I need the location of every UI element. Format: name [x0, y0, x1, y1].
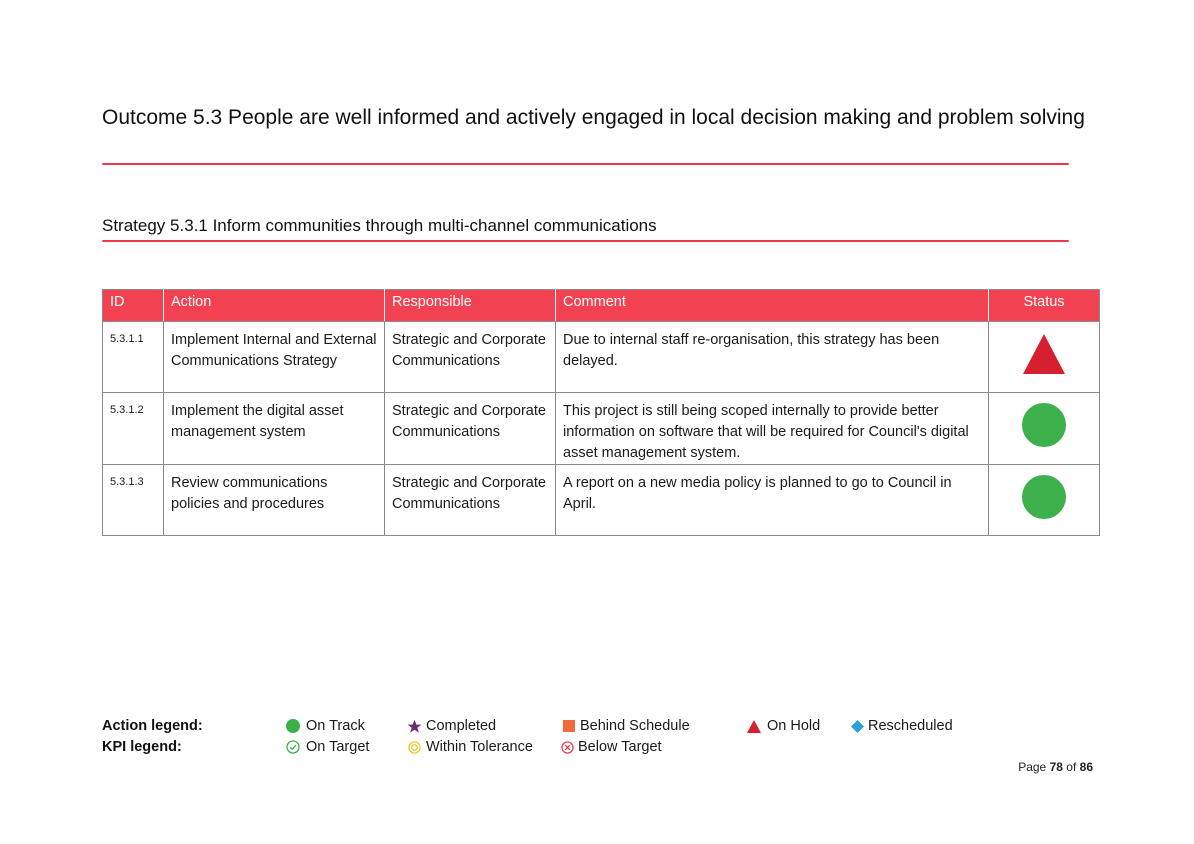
page-number: Page 78 of 86: [1018, 760, 1093, 774]
header-status: Status: [989, 290, 1100, 322]
action-legend-title: Action legend:: [102, 718, 203, 734]
legend-on-track: On Track: [286, 718, 365, 734]
header-responsible: Responsible: [385, 290, 556, 322]
legend-rescheduled: Rescheduled: [851, 718, 953, 734]
legend-on-hold: On Hold: [747, 718, 820, 734]
outcome-underline: [102, 163, 1069, 165]
kpi-legend-title: KPI legend:: [102, 739, 182, 755]
legend-completed: Completed: [407, 718, 496, 734]
orange-square-icon: [563, 720, 575, 732]
red-triangle-icon: [747, 720, 761, 733]
row-action: Implement the digital asset management system: [164, 393, 385, 465]
header-action: Action: [164, 290, 385, 322]
outcome-title: Outcome 5.3 People are well informed and actively engaged in local decision making and problem solving: [102, 106, 1085, 129]
row-responsible: Strategic and Corporate Communications: [385, 465, 556, 536]
row-id: 5.3.1.1: [103, 322, 164, 393]
legend-below-target: Below Target: [561, 739, 662, 755]
row-comment: This project is still being scoped internally to provide better information on software that will be required for Council's digital asset management system.: [556, 393, 989, 465]
header-id: ID: [103, 290, 164, 322]
row-id: 5.3.1.3: [103, 465, 164, 536]
green-check-circle-icon: [286, 740, 300, 754]
row-comment: Due to internal staff re-organisation, this strategy has been delayed.: [556, 322, 989, 393]
table-row: [103, 393, 1100, 465]
green-circle-icon: [1022, 403, 1066, 447]
table-row: [103, 322, 1100, 393]
legend-on-target: On Target: [286, 739, 369, 755]
table-header-row: [103, 290, 1100, 322]
red-triangle-icon: [1022, 332, 1066, 376]
strategy-title: Strategy 5.3.1 Inform communities through multi-channel communications: [102, 216, 657, 235]
row-action: Review communications policies and procedures: [164, 465, 385, 536]
strategy-underline: [102, 240, 1069, 242]
row-id: 5.3.1.2: [103, 393, 164, 465]
legend-within-tolerance: Within Tolerance: [408, 739, 533, 755]
row-comment: A report on a new media policy is planned to go to Council in April.: [556, 465, 989, 536]
row-status: [989, 322, 1100, 393]
purple-star-icon: [407, 719, 422, 734]
table-row: [103, 465, 1100, 536]
actions-table: [102, 289, 1100, 536]
green-circle-icon: [286, 719, 300, 733]
red-x-circle-icon: [561, 741, 574, 754]
row-action: Implement Internal and External Communications Strategy: [164, 322, 385, 393]
yellow-ring-icon: [408, 741, 421, 754]
row-responsible: Strategic and Corporate Communications: [385, 393, 556, 465]
legend-behind-schedule: Behind Schedule: [563, 718, 690, 734]
header-comment: Comment: [556, 290, 989, 322]
blue-diamond-icon: [851, 720, 864, 733]
green-circle-icon: [1022, 475, 1066, 519]
row-status: [989, 393, 1100, 465]
row-responsible: Strategic and Corporate Communications: [385, 322, 556, 393]
row-status: [989, 465, 1100, 536]
